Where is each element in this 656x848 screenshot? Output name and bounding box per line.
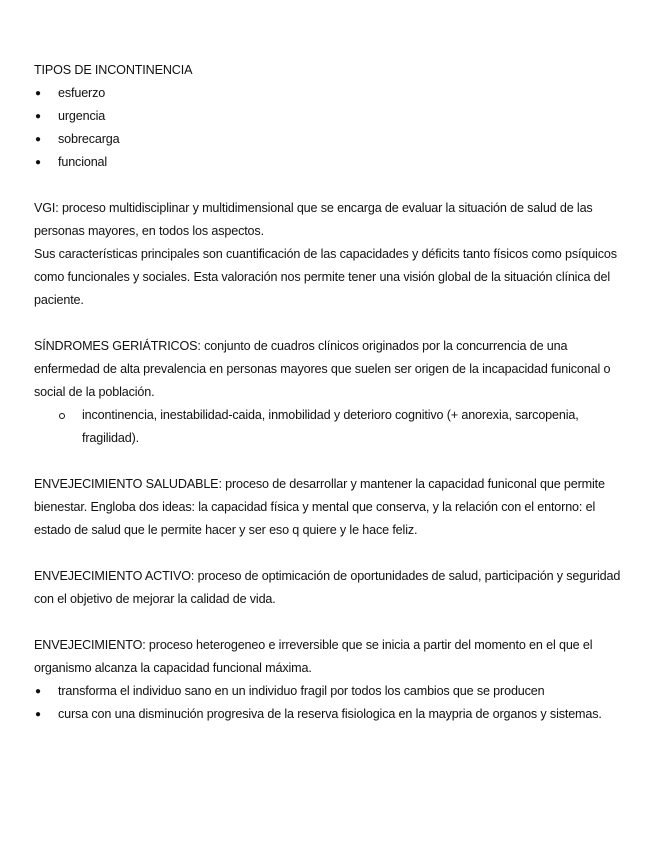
circle-bullet-icon xyxy=(59,413,65,419)
section-sindromes xyxy=(34,335,634,450)
section-activo xyxy=(34,565,634,611)
types-list xyxy=(34,82,634,174)
sindromes-definition: : conjunto de cuadros clínicos originados por la concurrencia de una enfermedad de alta prevalencia en personas mayores que suelen ser origen de la incapacidad funiconal o social de la población. xyxy=(34,339,611,399)
saludable-definition: : proceso de desarrollar y mantener la capacidad funiconal que permite bienestar. Engloba dos ideas: la capacidad física y mental que conserva, y la relación con el entorno: el estado de salud que le permite hacer y ser eso q quiere y le hace feliz. xyxy=(34,477,605,537)
section-saludable xyxy=(34,473,634,542)
sindromes-paragraph xyxy=(34,335,634,404)
list-item: ● urgencia xyxy=(34,105,634,128)
activo-term: ENVEJECIMIENTO ACTIVO xyxy=(34,569,191,583)
section-vgi xyxy=(34,197,634,312)
list-item: ● esfuerzo xyxy=(34,82,634,105)
list-item: ● cursa con una disminución progresiva de la reserva fisiologica en la maypria de organos y sistemas. xyxy=(34,703,634,726)
vgi-definition: : proceso multidisciplinar y multidimensional que se encarga de evaluar la situación de salud de las personas mayores, en todos los aspectos. xyxy=(34,201,593,238)
vgi-paragraph-2: Sus características principales son cuantificación de las capacidades y déficits tanto físicos como psíquicos como funcionales y sociales. Esta valoración nos permite tener una visión global de la situación clínica del paciente. xyxy=(34,247,617,307)
activo-paragraph xyxy=(34,565,634,611)
list-item: incontinencia, inestabilidad-caida, inmobilidad y deterioro cognitivo (+ anorexia, sarcopenia, fragilidad). xyxy=(34,404,634,450)
list-item: ● funcional xyxy=(34,151,634,174)
sindromes-sublist xyxy=(34,404,634,450)
activo-definition: : proceso de optimicación de oportunidades de salud, participación y seguridad con el objetivo de mejorar la calidad de vida. xyxy=(34,569,621,606)
saludable-paragraph xyxy=(34,473,634,542)
bullet-icon: ● xyxy=(35,157,41,168)
envejecimiento-definition: : proceso heterogeneo e irreversible que se inicia a partir del momento en el que el organismo alcanza la capacidad funcional máxima. xyxy=(34,638,593,675)
list-item: ● sobrecarga xyxy=(34,128,634,151)
vgi-term: VGI xyxy=(34,201,56,215)
envejecimiento-paragraph xyxy=(34,634,634,680)
section-types xyxy=(34,59,634,174)
bullet-icon: ● xyxy=(35,686,41,697)
list-item: ● transforma el individuo sano en un individuo fragil por todos los cambios que se producen xyxy=(34,680,634,703)
envejecimiento-term: ENVEJECIMIENTO xyxy=(34,638,143,652)
types-heading: TIPOS DE INCONTINENCIA xyxy=(34,63,193,77)
bullet-icon: ● xyxy=(35,709,41,720)
envejecimiento-list xyxy=(34,680,634,726)
document-page xyxy=(34,59,634,749)
saludable-term: ENVEJECIMIENTO SALUDABLE xyxy=(34,477,219,491)
bullet-icon: ● xyxy=(35,134,41,145)
bullet-icon: ● xyxy=(35,111,41,122)
bullet-icon: ● xyxy=(35,88,41,99)
vgi-paragraph xyxy=(34,197,634,243)
sindromes-term: SÍNDROMES GERIÁTRICOS xyxy=(34,339,198,353)
section-envejecimiento xyxy=(34,634,634,726)
